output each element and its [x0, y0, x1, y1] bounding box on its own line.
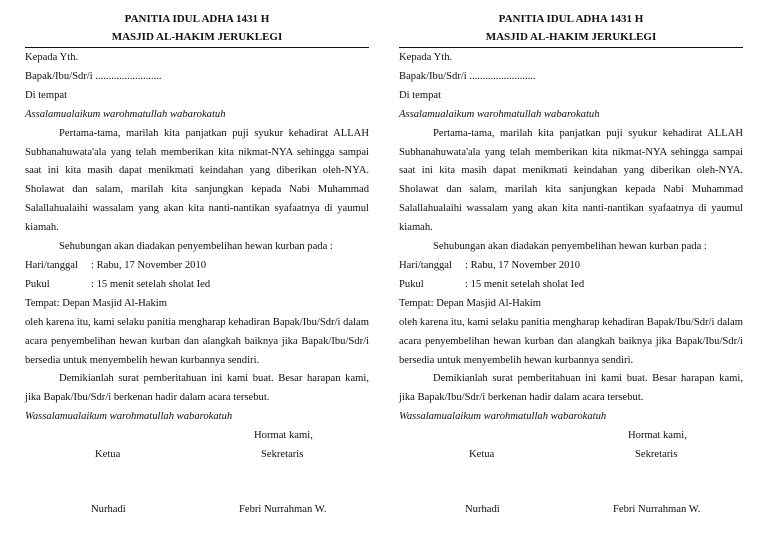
time-label: Pukul	[25, 278, 50, 290]
paragraph-closing: Demikianlah surat pemberitahuan ini kami buat. Besar harapan kami, jika Bapak/Ibu/Sdr/i berkenan hadir dalam acara tersebut.	[399, 373, 743, 404]
date-label: Hari/tanggal	[399, 259, 452, 271]
header-divider	[25, 47, 369, 48]
date-value: : Rabu, 17 November 2010	[91, 259, 207, 271]
signature-block	[25, 427, 369, 521]
letter-right	[399, 10, 743, 521]
time-row	[25, 276, 369, 295]
place-to: Di tempat	[399, 89, 442, 101]
signature-block	[399, 427, 743, 521]
closing-greeting: Wassalamualaikum warohmatullah wabarokatuh	[399, 411, 607, 423]
paragraph-closing: Demikianlah surat pemberitahuan ini kami buat. Besar harapan kami, jika Bapak/Ibu/Sdr/i berkenan hadir dalam acara tersebut.	[25, 373, 369, 404]
time-row	[399, 276, 743, 295]
name-secretary: Febri Nurrahman W.	[613, 504, 701, 516]
name-chairman: Nurhadi	[91, 504, 126, 516]
role-secretary: Sekretaris	[261, 449, 304, 461]
regards-text: Hormat kami,	[628, 430, 687, 442]
paragraph-opening: Pertama-tama, marilah kita panjatkan puji syukur kehadirat ALLAH Subhanahuwata'ala yang telah memberikan kita nikmat-NYA sehingga sampai saat ini kita masih dapat menikmati keindahan yang diberikan oleh-NYA. Sholawat dan salam, marilah kita sanjungkan kepada Nabi Muhammad Salallahualaihi wassalam yang akan kita nanti-nantikan syafaatnya di yaumul kiamah.	[25, 127, 369, 234]
place-line: Tempat: Depan Masjid Al-Hakim	[25, 297, 167, 309]
recipient-line: Bapak/Ibu/Sdr/i .........................	[399, 70, 536, 82]
regards-text: Hormat kami,	[254, 430, 313, 442]
greeting: Assalamualaikum warohmatullah wabarokatuh	[25, 108, 226, 120]
letter-title-line2: MASJID AL-HAKIM JERUKLEGI	[485, 31, 657, 43]
place-to: Di tempat	[25, 89, 68, 101]
letter-left	[25, 10, 369, 521]
header-divider	[399, 47, 743, 48]
paragraph-invitation: oleh karena itu, kami selaku panitia mengharap kehadiran Bapak/Ibu/Sdr/i dalam acara penyembelihan hewan kurban dan alangkah baiknya jika Bapak/Ibu/Sdr/i bersedia untuk menyembelih hewan kurbannya sendiri.	[25, 316, 369, 366]
letter-title-line1: PANITIA IDUL ADHA 1431 H	[498, 13, 644, 25]
role-chairman: Ketua	[469, 449, 495, 461]
addressee: Kepada Yth.	[25, 52, 79, 63]
role-secretary: Sekretaris	[635, 449, 678, 461]
role-chairman: Ketua	[95, 449, 121, 461]
paragraph-announcement: Sehubungan akan diadakan penyembelihan hewan kurban pada :	[433, 241, 707, 253]
addressee: Kepada Yth.	[399, 52, 453, 63]
time-value: : 15 menit setelah sholat Ied	[465, 278, 585, 290]
time-label: Pukul	[399, 278, 424, 290]
letter-title-line1: PANITIA IDUL ADHA 1431 H	[124, 13, 270, 25]
time-value: : 15 menit setelah sholat Ied	[91, 278, 211, 290]
name-chairman: Nurhadi	[465, 504, 500, 516]
letter-title-line2: MASJID AL-HAKIM JERUKLEGI	[111, 31, 283, 43]
name-secretary: Febri Nurrahman W.	[239, 504, 327, 516]
date-label: Hari/tanggal	[25, 259, 78, 271]
paragraph-invitation: oleh karena itu, kami selaku panitia mengharap kehadiran Bapak/Ibu/Sdr/i dalam acara penyembelihan hewan kurban dan alangkah baiknya jika Bapak/Ibu/Sdr/i bersedia untuk menyembelih hewan kurbannya sendiri.	[399, 316, 743, 366]
closing-greeting: Wassalamualaikum warohmatullah wabarokatuh	[25, 411, 233, 423]
date-row	[399, 257, 743, 276]
date-row	[25, 257, 369, 276]
greeting: Assalamualaikum warohmatullah wabarokatuh	[399, 108, 600, 120]
place-line: Tempat: Depan Masjid Al-Hakim	[399, 297, 541, 309]
date-value: : Rabu, 17 November 2010	[465, 259, 581, 271]
recipient-line: Bapak/Ibu/Sdr/i .........................	[25, 70, 162, 82]
paragraph-announcement: Sehubungan akan diadakan penyembelihan hewan kurban pada :	[59, 241, 333, 253]
paragraph-opening: Pertama-tama, marilah kita panjatkan puji syukur kehadirat ALLAH Subhanahuwata'ala yang telah memberikan kita nikmat-NYA sehingga sampai saat ini kita masih dapat menikmati keindahan yang diberikan oleh-NYA. Sholawat dan salam, marilah kita sanjungkan kepada Nabi Muhammad Salallahualaihi wassalam yang akan kita nanti-nantikan syafaatnya di yaumul kiamah.	[399, 127, 743, 234]
